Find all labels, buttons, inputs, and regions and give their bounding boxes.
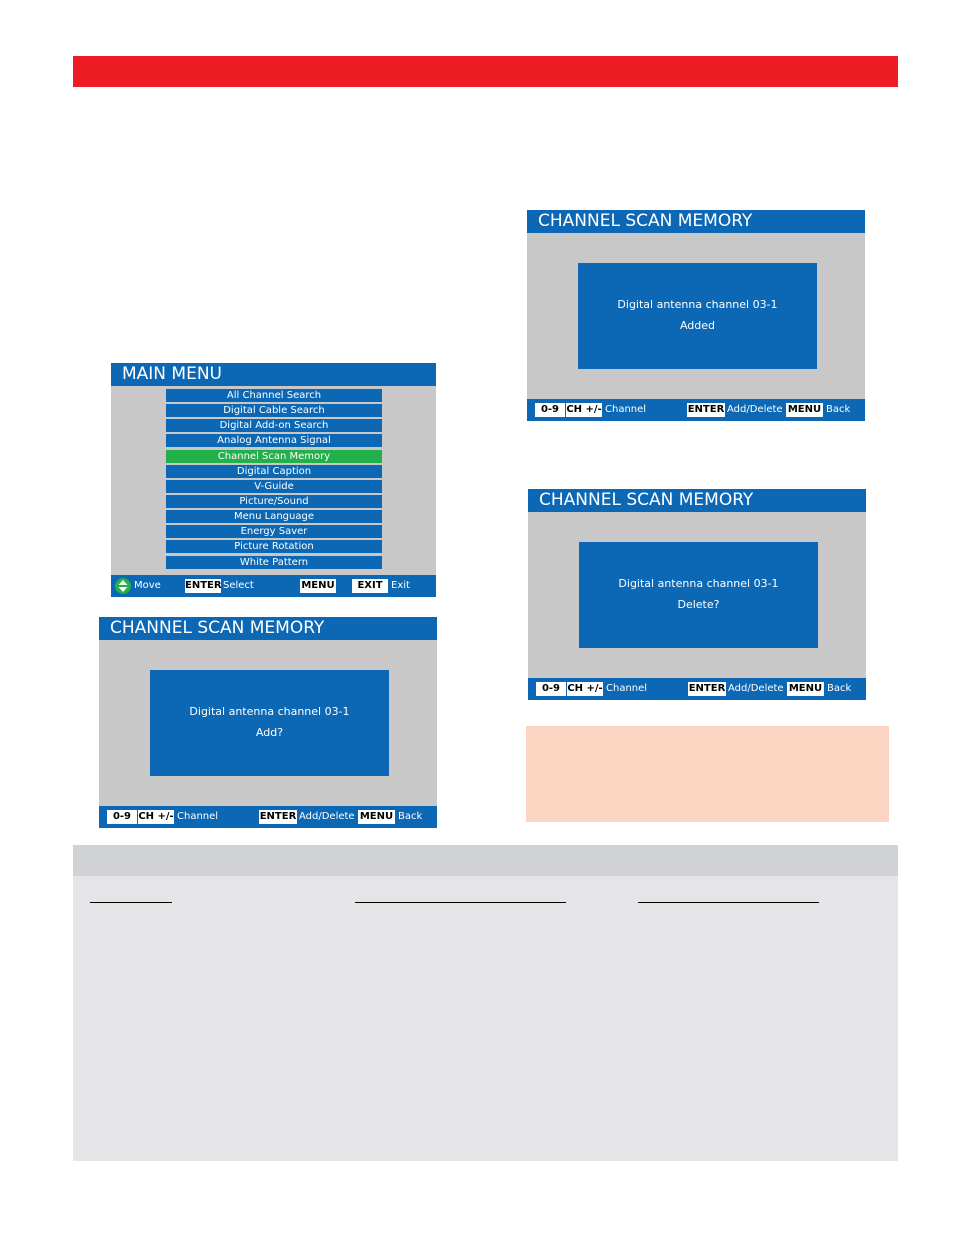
menu-key: MENU <box>787 404 822 415</box>
menu-item-energy-saver[interactable]: Energy Saver <box>166 525 382 538</box>
channel-label: Channel <box>606 683 648 694</box>
exit-label: Exit <box>391 580 410 591</box>
ch-key: CH +/- <box>567 683 603 694</box>
menu-item-analog-antenna-signal[interactable]: Analog Antenna Signal <box>166 434 382 447</box>
menu-key: MENU <box>788 683 823 694</box>
scan-message-status: Added <box>679 319 716 332</box>
header-red-bar <box>73 56 898 87</box>
main-menu-list <box>166 389 382 571</box>
scan-footer <box>527 399 865 421</box>
bottom-info-panel <box>73 845 898 1161</box>
digits-key: 0-9 <box>535 403 565 417</box>
menu-item-all-channel-search[interactable]: All Channel Search <box>166 389 382 402</box>
exit-key: EXIT <box>352 579 388 593</box>
scan-message-prompt: Add? <box>255 726 284 739</box>
menu-item-menu-language[interactable]: Menu Language <box>166 510 382 523</box>
up-down-arrows-icon <box>115 578 131 594</box>
scan-message-box <box>150 670 389 776</box>
column-3-heading-rule <box>638 902 819 903</box>
menu-item-v-guide[interactable]: V-Guide <box>166 480 382 493</box>
add-delete-label: Add/Delete <box>299 811 355 822</box>
scan-footer <box>528 678 866 700</box>
scan-footer <box>99 806 437 828</box>
main-menu-title: MAIN MENU <box>111 363 436 386</box>
enter-key: ENTER <box>688 683 726 694</box>
main-menu-footer <box>111 575 436 597</box>
menu-item-digital-caption[interactable]: Digital Caption <box>166 465 382 478</box>
note-box <box>526 726 889 822</box>
column-2-heading-rule <box>355 902 566 903</box>
scan-memory-title: CHANNEL SCAN MEMORY <box>527 210 865 233</box>
scan-memory-title: CHANNEL SCAN MEMORY <box>99 617 437 640</box>
scan-message-prompt: Delete? <box>677 598 720 611</box>
scan-memory-delete-screen <box>528 489 866 700</box>
menu-item-picture-rotation[interactable]: Picture Rotation <box>166 540 382 553</box>
channel-label: Channel <box>177 811 219 822</box>
add-delete-label: Add/Delete <box>727 404 783 415</box>
bottom-panel-header <box>73 845 898 876</box>
back-label: Back <box>826 404 851 415</box>
back-label: Back <box>398 811 423 822</box>
scan-message-box <box>579 542 818 648</box>
ch-key: CH +/- <box>138 811 174 822</box>
ch-key: CH +/- <box>566 404 602 415</box>
menu-item-digital-add-on-search[interactable]: Digital Add-on Search <box>166 419 382 432</box>
scan-memory-title: CHANNEL SCAN MEMORY <box>528 489 866 512</box>
move-label: Move <box>134 580 161 591</box>
digits-key: 0-9 <box>107 810 137 824</box>
scan-memory-added-screen <box>527 210 865 421</box>
digits-key: 0-9 <box>536 682 566 696</box>
add-delete-label: Add/Delete <box>728 683 784 694</box>
scan-message-channel: Digital antenna channel 03-1 <box>617 298 778 311</box>
menu-item-picture-sound[interactable]: Picture/Sound <box>166 495 382 508</box>
channel-label: Channel <box>605 404 647 415</box>
select-label: Select <box>223 580 254 591</box>
scan-message-channel: Digital antenna channel 03-1 <box>618 577 779 590</box>
menu-item-digital-cable-search[interactable]: Digital Cable Search <box>166 404 382 417</box>
menu-item-channel-scan-memory[interactable]: Channel Scan Memory <box>166 450 382 463</box>
menu-key: MENU <box>301 580 335 591</box>
menu-key: MENU <box>359 811 394 822</box>
scan-memory-add-screen <box>99 617 437 828</box>
column-1-heading-rule <box>90 902 172 903</box>
scan-message-box <box>578 263 817 369</box>
enter-key: ENTER <box>259 811 297 822</box>
menu-item-white-pattern[interactable]: White Pattern <box>166 556 382 569</box>
main-menu-screen <box>111 363 436 597</box>
enter-key: ENTER <box>687 404 725 415</box>
back-label: Back <box>827 683 852 694</box>
enter-key: ENTER <box>185 580 222 591</box>
scan-message-channel: Digital antenna channel 03-1 <box>189 705 350 718</box>
